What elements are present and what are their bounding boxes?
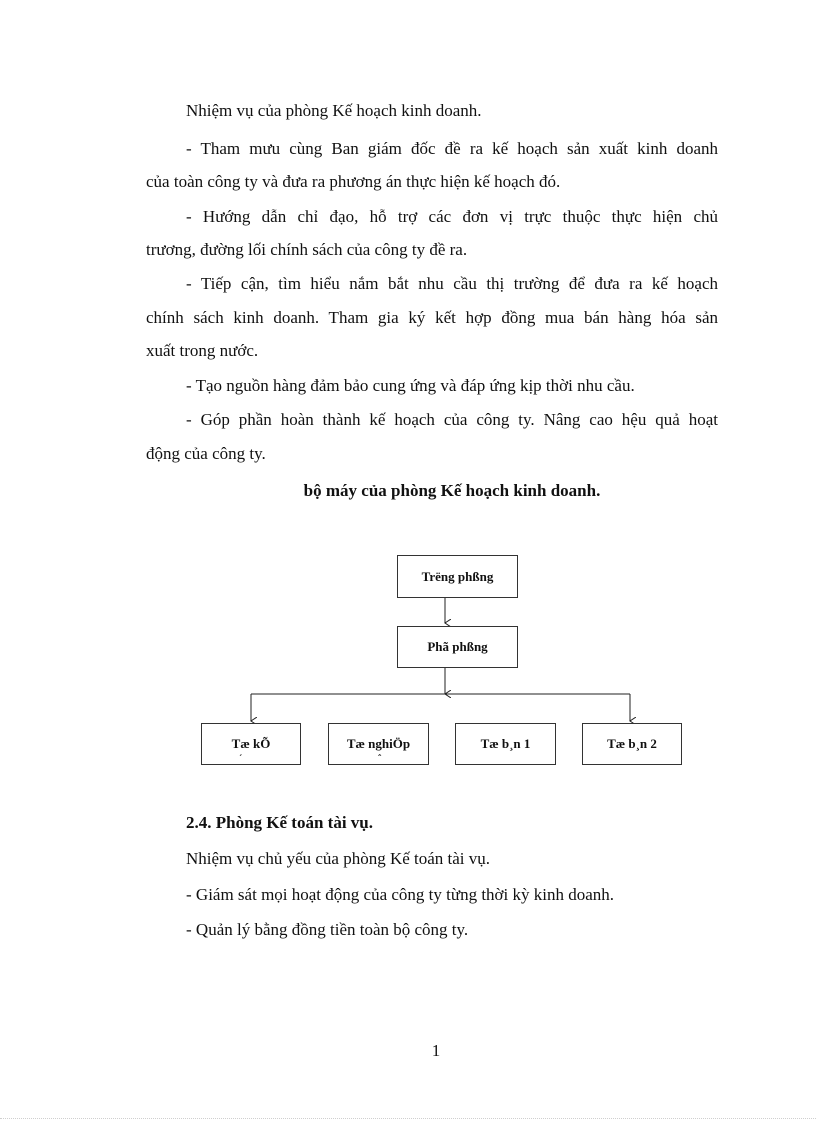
org-box-team: Tæ nghiÖp xyxy=(328,723,429,765)
org-box-mark: ˆ xyxy=(378,754,382,765)
paragraph-line: - Quản lý bằng đồng tiền toàn bộ công ty. xyxy=(186,920,469,939)
paragraph-line: trương, đường lối chính sách của công ty đề ra. xyxy=(146,240,468,259)
paragraph-line: - Tham mưu cùng Ban giám đốc đề ra kế hoạch sản xuất kinh doanh xyxy=(186,139,718,158)
org-box-team: Tæ kÕ xyxy=(201,723,301,765)
paragraph-line: - Góp phần hoàn thành kế hoạch của công ty. Nâng cao hệu quả hoạt xyxy=(186,410,718,429)
paragraph-line: xuất trong nước. xyxy=(146,341,259,360)
org-box-deputy: Phã phßng xyxy=(397,626,518,668)
page-number: 1 xyxy=(431,1041,441,1060)
paragraph-line: - Giám sát mọi hoạt động của công ty từng thời kỳ kinh doanh. xyxy=(186,885,615,904)
paragraph-line: - Tạo nguồn hàng đảm bảo cung ứng và đáp ứng kịp thời nhu cầu. xyxy=(186,376,635,395)
diagram-title: bộ máy của phòng Kế hoạch kinh doanh. xyxy=(303,481,601,500)
paragraph-line: của toàn công ty và đưa ra phương án thực hiện kế hoạch đó. xyxy=(146,172,561,191)
org-box-team: Tæ b¸n 2 xyxy=(582,723,682,765)
org-box-head: Trëng phßng xyxy=(397,555,518,598)
page-bottom-border xyxy=(0,1118,816,1119)
org-box-team: Tæ b¸n 1 xyxy=(455,723,556,765)
paragraph-line: - Hướng dẫn chỉ đạo, hỗ trợ các đơn vị trực thuộc thực hiện chủ xyxy=(186,207,718,226)
section-heading: 2.4. Phòng Kế toán tài vụ. xyxy=(186,813,374,832)
paragraph-line: - Tiếp cận, tìm hiểu nắm bắt nhu cầu thị trường để đưa ra kế hoạch xyxy=(186,274,718,293)
paragraph-line: Nhiệm vụ chủ yếu của phòng Kế toán tài vụ. xyxy=(186,849,491,868)
paragraph-tasks-intro: Nhiệm vụ của phòng Kế hoạch kinh doanh. xyxy=(186,101,482,120)
org-box-mark: ´ xyxy=(239,754,243,765)
paragraph-line: chính sách kinh doanh. Tham gia ký kết hợp đồng mua bán hàng hóa sản xyxy=(146,308,718,327)
paragraph-line: động của công ty. xyxy=(146,444,266,463)
